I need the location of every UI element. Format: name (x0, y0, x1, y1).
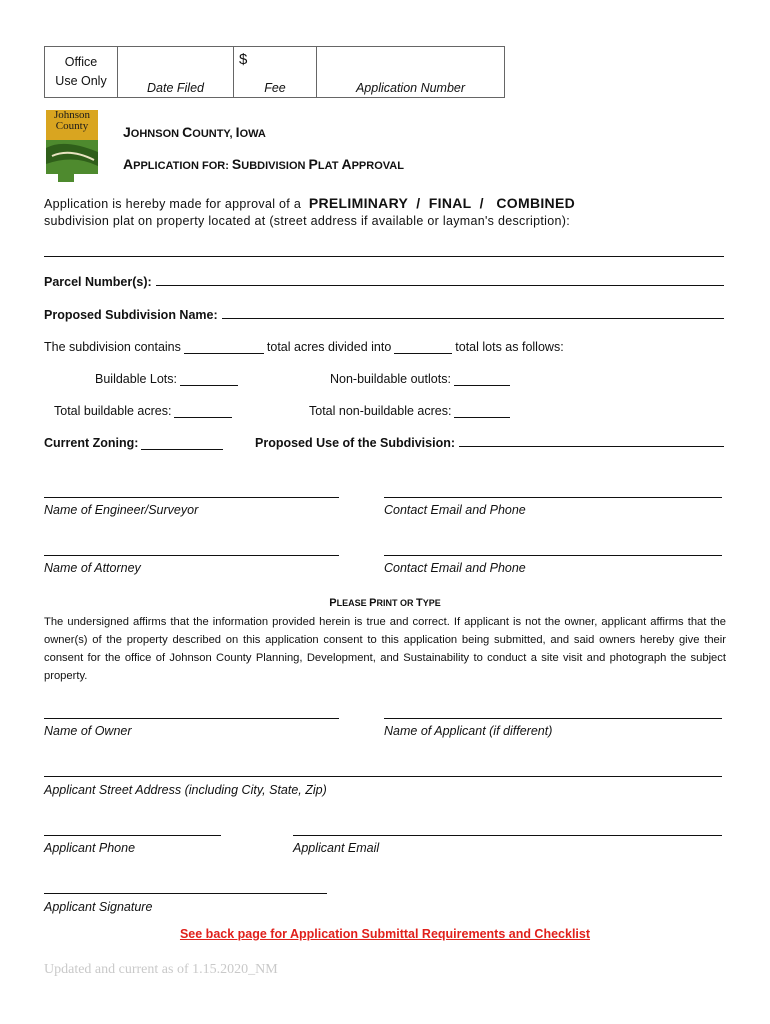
total-nonbuildable-row: Total non-buildable acres: (309, 404, 513, 418)
signature-line[interactable] (44, 893, 327, 894)
nonbuildable-outlots-row: Non-buildable outlots: (330, 372, 513, 386)
phone-label: Applicant Phone (44, 841, 136, 855)
nonbuildable-outlots-blank[interactable] (454, 373, 510, 386)
signature-label: Applicant Signature (44, 900, 153, 914)
date-filed-cell[interactable] (118, 47, 234, 98)
total-buildable-row: Total buildable acres: (54, 404, 235, 418)
applicant-line[interactable] (384, 718, 722, 719)
application-number-caption: Application Number (355, 81, 466, 95)
office-use-table (44, 46, 505, 98)
applicant-label: Name of Applicant (if different) (384, 724, 553, 738)
fee-cell[interactable] (234, 47, 317, 98)
fee-dollar-sign: $ (239, 51, 248, 68)
email-line[interactable] (293, 835, 722, 836)
logo-text-line2: County (55, 120, 89, 132)
intro-line2: subdivision plat on property located at (street address if available or layman's description): (44, 214, 570, 228)
fee-caption: Fee (264, 81, 286, 95)
back-page-link[interactable]: See back page for Application Submittal Requirements and Checklist (179, 927, 591, 941)
engineer-contact-line[interactable] (384, 497, 722, 498)
application-title: APPLICATION FOR: SUBDIVISION PLAT APPROVAL (123, 156, 404, 172)
buildable-lots-row: Buildable Lots: (95, 372, 241, 386)
attorney-label: Name of Attorney (44, 561, 141, 575)
total-lots-blank[interactable] (394, 341, 452, 354)
please-print-heading: PLEASE PRINT OR TYPE (329, 597, 441, 609)
subdivision-contains-row: The subdivision contains total acres divided into total lots as follows: (44, 340, 564, 354)
johnson-county-logo (44, 108, 102, 184)
subdivision-name-field[interactable]: Proposed Subdivision Name: (44, 308, 724, 322)
engineer-line[interactable] (44, 497, 339, 498)
total-acres-blank[interactable] (184, 341, 264, 354)
buildable-lots-blank[interactable] (180, 373, 238, 386)
current-zoning-row: Current Zoning: (44, 436, 226, 450)
parcel-number-field[interactable]: Parcel Number(s): (44, 275, 724, 289)
address-line[interactable] (44, 776, 722, 777)
email-label: Applicant Email (293, 841, 380, 855)
date-filed-caption: Date Filed (147, 81, 204, 95)
intro-line1: Application is hereby made for approval of a PRELIMINARY / FINAL / COMBINED (44, 195, 576, 211)
office-use-label: Office Use Only (45, 47, 118, 98)
proposed-use-field[interactable]: Proposed Use of the Subdivision: (255, 436, 724, 450)
total-buildable-blank[interactable] (174, 405, 232, 418)
engineer-label: Name of Engineer/Surveyor (44, 503, 199, 517)
owner-label: Name of Owner (44, 724, 132, 738)
address-label: Applicant Street Address (including City, State, Zip) (44, 783, 327, 797)
address-input-line[interactable] (44, 256, 724, 257)
application-number-cell[interactable] (317, 47, 505, 98)
attorney-contact-label: Contact Email and Phone (384, 561, 526, 575)
affirmation-text: The undersigned affirms that the information provided herein is true and correct. If applicant is not the owner, applicant affirms that the owner(s) of the property described on this application consent to this application being submitted, and said owners hereby give their consent for the office of Johnson County Planning, Development, and Sustainability to conduct a site visit and photograph the subject property. (44, 616, 726, 682)
attorney-line[interactable] (44, 555, 339, 556)
phone-line[interactable] (44, 835, 221, 836)
plat-type-options[interactable]: PRELIMINARY / FINAL / COMBINED (308, 195, 576, 211)
county-title: JOHNSON COUNTY, IOWA (123, 124, 266, 140)
owner-line[interactable] (44, 718, 339, 719)
updated-note: Updated and current as of 1.15.2020_NM (44, 962, 278, 977)
zoning-blank[interactable] (141, 437, 223, 450)
total-nonbuildable-blank[interactable] (454, 405, 510, 418)
engineer-contact-label: Contact Email and Phone (384, 503, 526, 517)
logo-text-line1: Johnson (53, 109, 91, 121)
attorney-contact-line[interactable] (384, 555, 722, 556)
